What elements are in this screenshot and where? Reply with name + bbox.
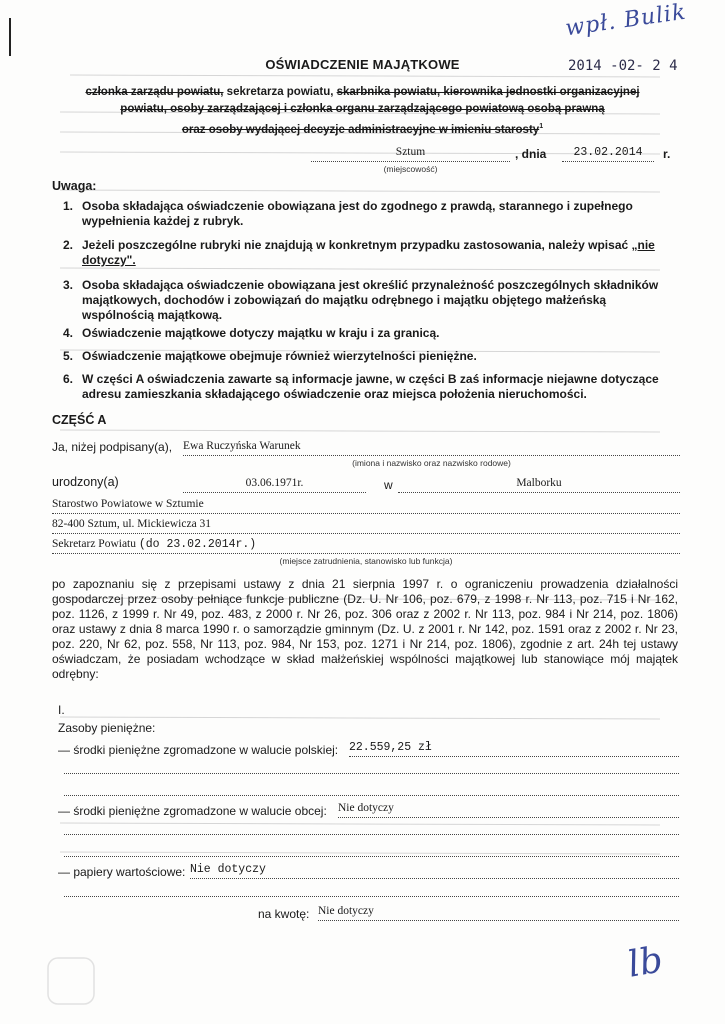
note-text: Oświadczenie majątkowe dotyczy majątku w kraju i za granicą. <box>82 326 440 340</box>
binding-margin-line <box>9 18 11 56</box>
struck-text: powiatu, osoby zarządzającej i członka organu zarządzającego powiatową osobą prawną <box>120 103 605 115</box>
note-number: 4. <box>63 326 74 340</box>
note-item-1 <box>64 199 676 229</box>
struck-text: oraz osoby wydającej decyzje administracyjne w imieniu starosty <box>181 123 540 136</box>
foreign-funds-extra-line <box>64 824 679 835</box>
born-date-field <box>183 477 366 493</box>
pln-funds-label: — środki pieniężne zgromadzone w walucie polskiej: <box>58 743 339 757</box>
foreign-funds-label: — środki pieniężne zgromadzone w walucie obcej: <box>58 804 327 818</box>
note-item-2 <box>64 238 676 268</box>
workplace-name: Starostwo Powiatowe w Sztumie <box>52 498 204 510</box>
section-one-heading: Zasoby pieniężne: <box>58 721 156 735</box>
declarant-name-caption: (imiona i nazwisko oraz nazwisko rodowe) <box>352 458 511 468</box>
date-field <box>562 146 654 162</box>
notes-heading: Uwaga: <box>52 179 97 193</box>
foreign-funds-value: Nie dotyczy <box>338 802 394 814</box>
handwritten-annotation: wpł. Bulik <box>563 0 688 42</box>
pln-funds-value: 22.559,25 zł <box>349 741 432 754</box>
declarant-name-field <box>183 440 680 456</box>
note-text: Osoba składająca oświadczenie obowiązana jest do zgodnego z prawdą, starannego i zupełnego wypełnienia każdej z rubryk. <box>82 199 633 228</box>
place-field <box>311 146 510 162</box>
foreign-funds-field <box>338 802 679 818</box>
born-label: urodzony(a) <box>52 475 119 489</box>
note-emphasis: „nie dotyczy". <box>82 238 655 267</box>
workplace-line-1 <box>52 498 680 514</box>
amount-value: Nie dotyczy <box>318 905 374 917</box>
date-suffix: r. <box>663 147 671 161</box>
note-text: W części A oświadczenia zawarte są informacje jawne, w części B zaś informacje niejawne dotyczące adresu zamieszkania składającego oświadczenie oraz miejsca położenia nieruchomości. <box>82 372 659 401</box>
securities-extra-line <box>64 886 679 897</box>
part-a-heading: CZĘŚĆ A <box>52 413 107 427</box>
footnote-mark: 1 <box>539 123 544 130</box>
foreign-funds-extra-line <box>64 846 679 857</box>
pln-funds-extra-line <box>64 785 679 796</box>
position-line <box>52 538 680 554</box>
workplace-address: 82-400 Sztum, ul. Mickiewicza 31 <box>52 518 212 530</box>
received-date-stamp: 2014 -02- 2 4 <box>568 58 678 74</box>
place-caption: (miejscowość) <box>383 164 438 174</box>
note-item-3 <box>64 278 676 323</box>
note-number: 1. <box>63 199 74 213</box>
note-number: 6. <box>63 372 74 386</box>
legal-paragraph: po zapoznaniu się z przepisami ustawy z dnia 21 sierpnia 1997 r. o ograniczeniu prowadzenia działalności gospodarczej przez osoby pełniące funkcje publiczne (Dz. U. Nr 106, poz. 679, z 1998 r. Nr 113, poz. 715 i Nr 162, poz. 1126, z 1999 r. Nr 49, poz. 483, z 2000 r. Nr 26, poz. 306 oraz z 2002 r. Nr 113, poz. 984 i Nr 214, poz. 1806) oraz ustawy z dnia 8 marca 1990 r. o samorządzie gminnym (Dz. U. z 2001 r. Nr 142, poz. 1591 oraz z 2002 r. Nr 23, poz. 220, Nr 62, poz. 558, Nr 113, poz. 984, Nr 153, poz. 1271 i Nr 214, poz. 1806), zgodnie z art. 24h tej ustawy oświadczam, że posiadam wchodzące w skład małżeńskiej wspólności majątkowej lub stanowiące mój majątek odrębny: <box>52 577 678 681</box>
place-value: Sztum <box>395 146 426 158</box>
born-place: Malborku <box>516 477 562 489</box>
position-title: Sekretarz Powiatu <box>52 538 136 550</box>
note-text: Jeżeli poszczególne rubryki nie znajdują w konkretnym przypadku zastosowania, należy wpisać <box>82 238 632 252</box>
workplace-line-2 <box>52 518 680 534</box>
securities-value: Nie dotyczy <box>190 863 266 876</box>
document-title: OŚWIADCZENIE MAJĄTKOWE <box>265 57 460 72</box>
note-item-5 <box>64 349 676 364</box>
note-number: 5. <box>63 349 74 363</box>
workplace-caption: (miejsce zatrudnienia, stanowisko lub funkcja) <box>279 556 453 566</box>
amount-field <box>318 905 679 921</box>
born-in-label: w <box>384 478 393 492</box>
note-item-6 <box>64 372 676 402</box>
struck-text: skarbnika powiatu, kierownika jednostki organizacyjnej <box>336 86 640 98</box>
note-number: 2. <box>63 238 74 252</box>
born-place-field <box>398 477 680 493</box>
pln-funds-field <box>349 741 679 757</box>
born-date: 03.06.1971r. <box>245 477 304 489</box>
note-text: Osoba składająca oświadczenie obowiązana jest określić przynależność poszczególnych składników majątkowych, dochodów i zobowiązań do majątku odrębnego i majątku objętego małżeńską wspólnością majątkową. <box>82 278 659 322</box>
pln-funds-extra-line <box>64 763 679 774</box>
securities-label: — papiery wartościowe: <box>58 865 186 879</box>
kept-text: sekretarza powiatu, <box>223 86 337 98</box>
note-number: 3. <box>63 278 74 292</box>
date-label: , dnia <box>515 147 547 161</box>
position-date: (do 23.02.2014r.) <box>138 538 257 551</box>
handwritten-initials: lb <box>624 939 666 986</box>
declarant-name: Ewa Ruczyńska Warunek <box>183 440 301 452</box>
document-subtitle <box>60 84 665 139</box>
note-text: Oświadczenie majątkowe obejmuje również wierzytelności pieniężne. <box>82 349 477 363</box>
note-item-4 <box>64 326 676 341</box>
amount-label: na kwotę: <box>258 907 310 921</box>
date-value: 23.02.2014 <box>573 146 643 159</box>
securities-field <box>190 863 679 879</box>
struck-text: członka zarządu powiatu, <box>85 86 224 98</box>
declarant-label: Ja, niżej podpisany(a), <box>52 440 173 454</box>
section-one-roman: I. <box>58 703 65 717</box>
